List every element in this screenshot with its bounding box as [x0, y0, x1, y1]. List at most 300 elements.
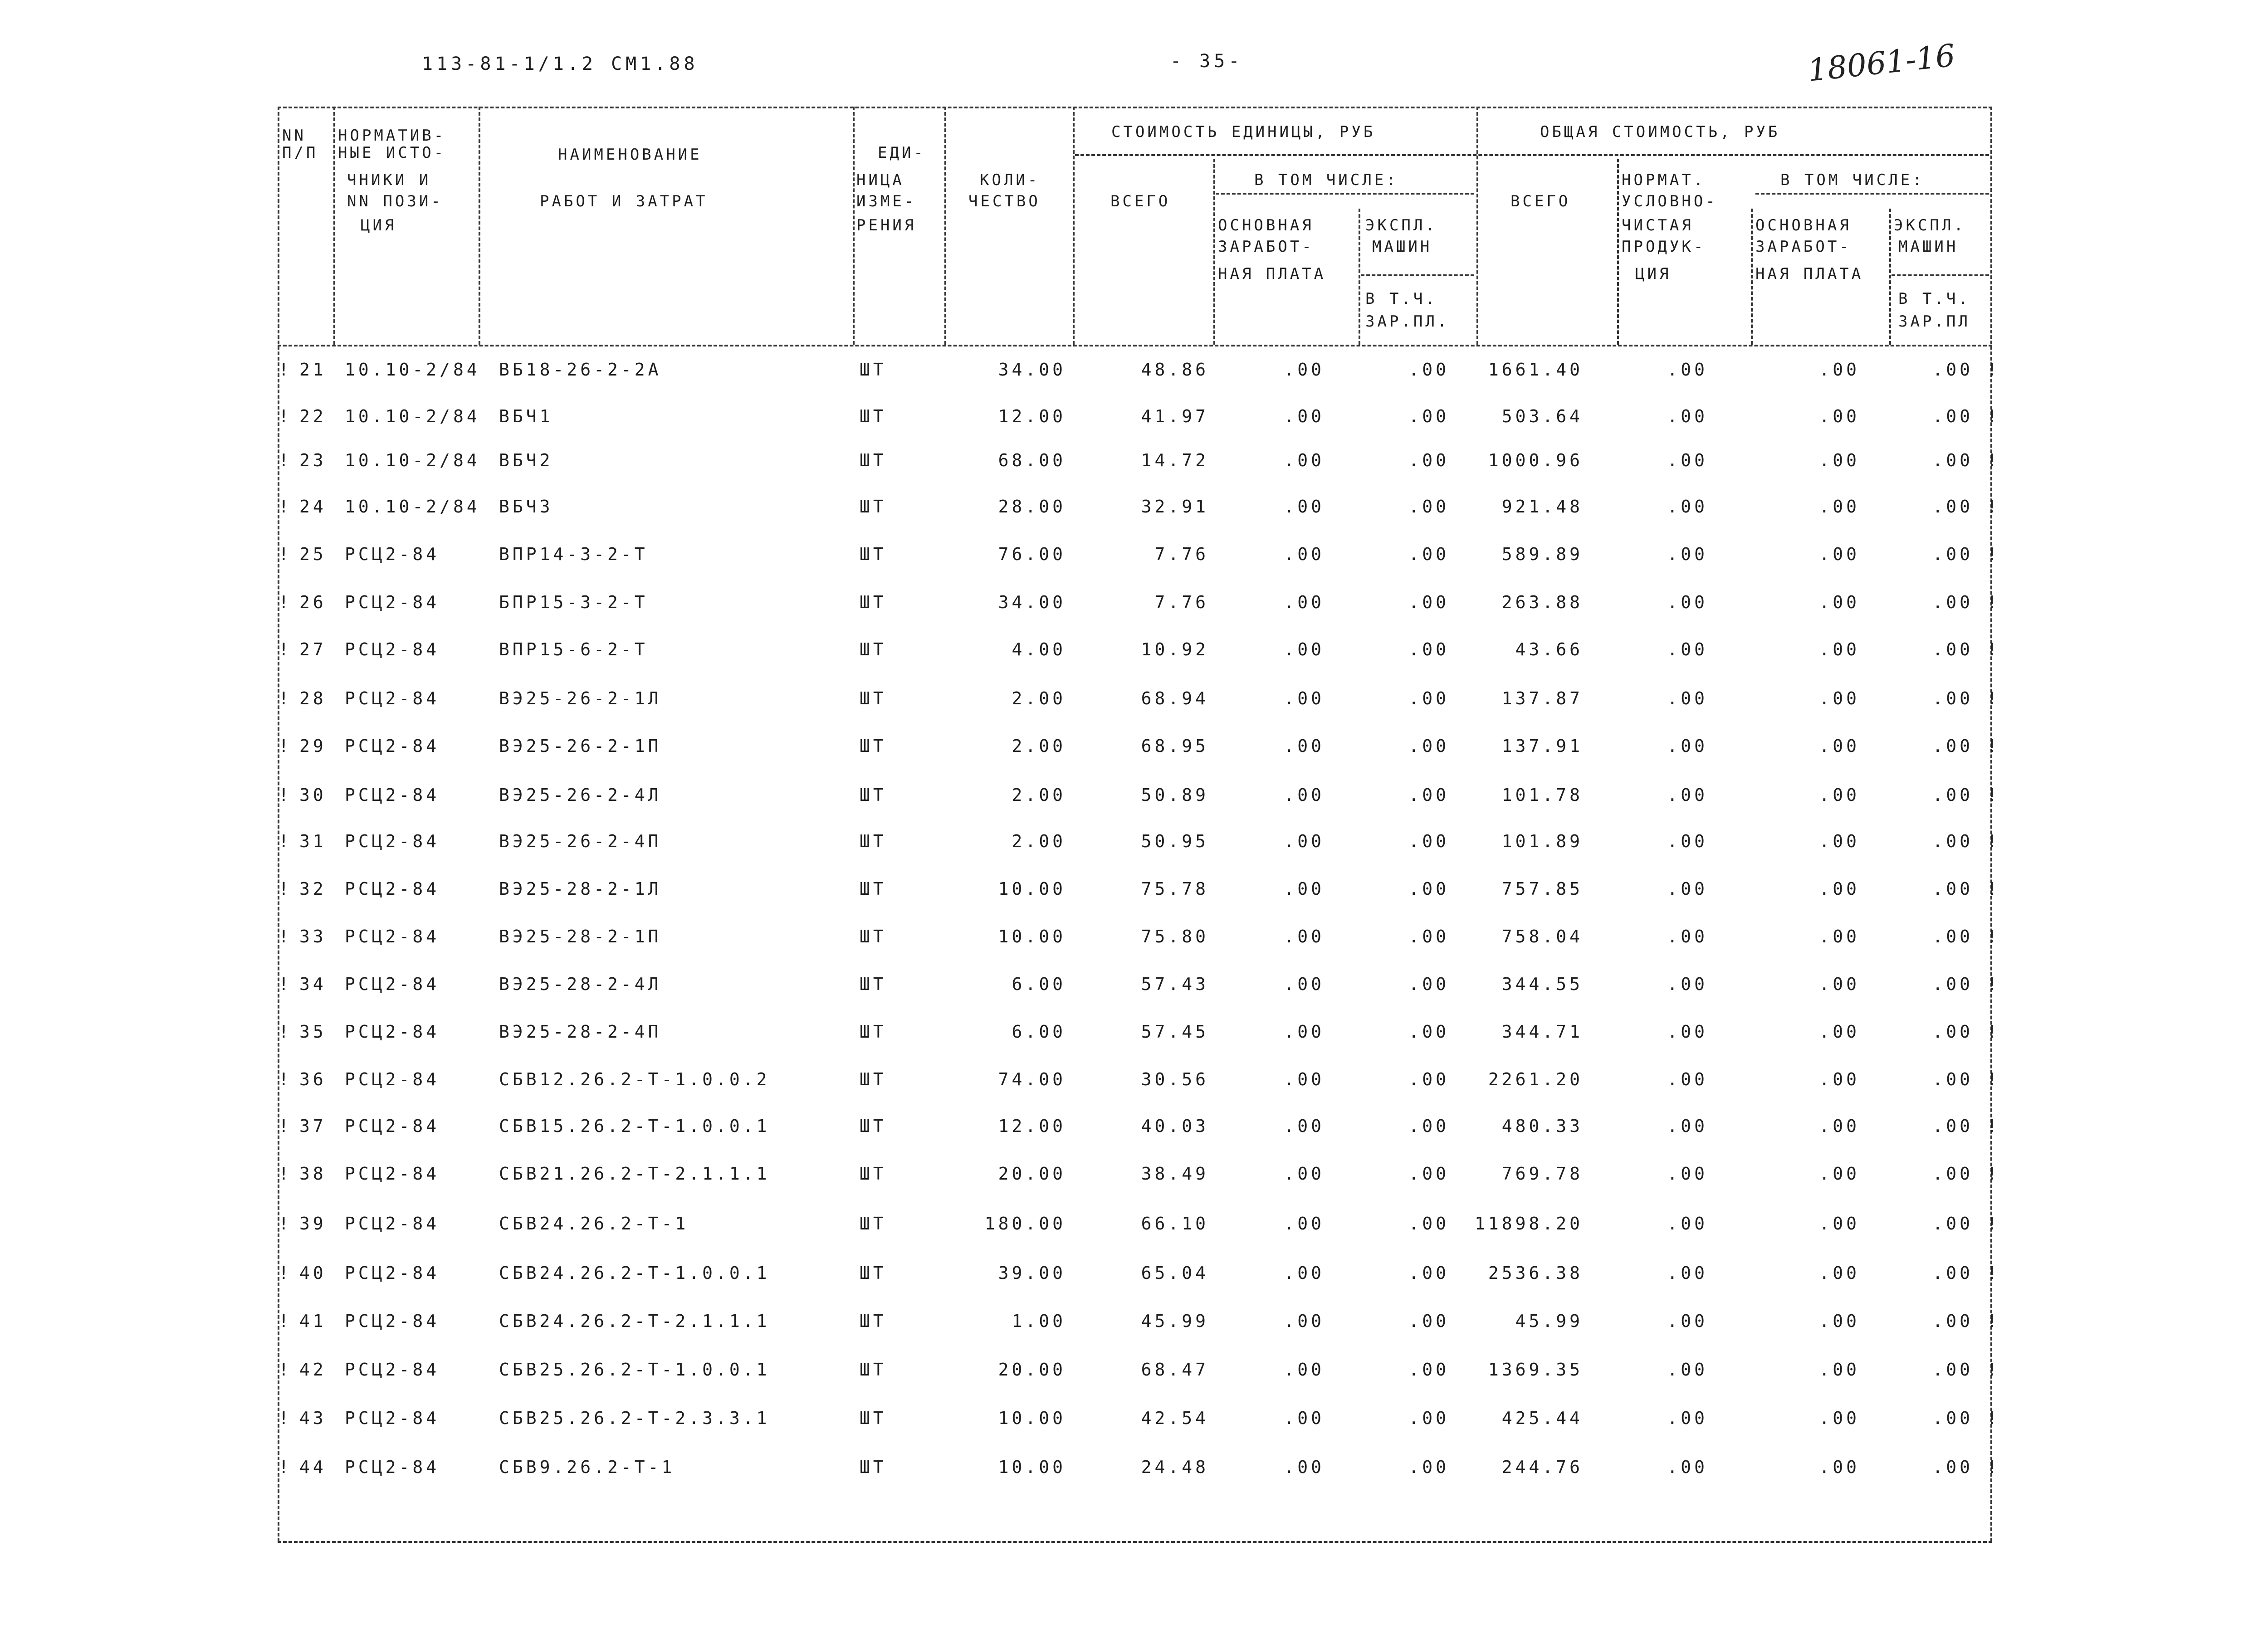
row-border-mark: ! [1987, 450, 1997, 470]
cell-nn: 21 [299, 360, 327, 380]
row-border-mark: ! [1987, 1116, 1997, 1136]
page-number: - 35- [1170, 51, 1243, 72]
total-cost-group-title: ОБЩАЯ СТОИМОСТЬ, РУБ [1540, 123, 1780, 141]
table-row [0, 543, 2268, 570]
cell-nn: 34 [299, 974, 327, 994]
cell-unit: ШТ [860, 688, 887, 708]
table-row [0, 449, 2268, 476]
cell-normative: .00 [1667, 639, 1708, 659]
row-border-mark: ! [279, 927, 289, 946]
cell-wage: .00 [1819, 785, 1860, 805]
cell-unit-total: 38.49 [1141, 1164, 1209, 1184]
row-border-mark: ! [279, 497, 289, 517]
cell-unit-wage: .00 [1284, 450, 1325, 470]
cell-nn: 24 [299, 497, 327, 517]
table-row [0, 1358, 2268, 1385]
col-nn: NN [282, 127, 306, 145]
cell-code: РСЦ2-84 [345, 879, 440, 899]
cell-total: 769.78 [1501, 1164, 1583, 1184]
col-total-wage: ЗАРАБОТ- [1755, 238, 1852, 256]
table-row [0, 1310, 2268, 1337]
row-border-mark: ! [279, 406, 289, 426]
cell-name: ВЭ25-28-2-1Л [499, 879, 662, 899]
row-border-mark: ! [1987, 1311, 1997, 1331]
cell-qty: 34.00 [998, 592, 1066, 612]
cell-normative: .00 [1667, 879, 1708, 899]
cell-name: ВЭ25-28-2-4Л [499, 974, 662, 994]
table-row [0, 1456, 2268, 1483]
table-row [0, 735, 2268, 762]
cell-nn: 32 [299, 879, 327, 899]
cell-unit-machines: .00 [1408, 639, 1449, 659]
cell-unit-total: 48.86 [1141, 360, 1209, 380]
col-unit-wage: ЗАРАБОТ- [1218, 238, 1314, 256]
cell-machines: .00 [1932, 360, 1973, 380]
cell-nn: 42 [299, 1360, 327, 1380]
cell-qty: 76.00 [998, 544, 1066, 564]
cell-machines: .00 [1932, 831, 1973, 851]
cell-total: 921.48 [1501, 497, 1583, 517]
cell-normative: .00 [1667, 831, 1708, 851]
cell-normative: .00 [1667, 406, 1708, 426]
col-unit-machines: ЭКСПЛ. [1365, 216, 1437, 234]
table-row [0, 1020, 2268, 1048]
cell-wage: .00 [1819, 1311, 1860, 1331]
cell-unit-total: 7.76 [1154, 592, 1209, 612]
col-unit-machines: МАШИН [1372, 238, 1432, 256]
cell-name: СБВ15.26.2-Т-1.0.0.1 [499, 1116, 770, 1136]
row-border-mark: ! [1987, 592, 1997, 612]
row-border-mark: ! [1987, 785, 1997, 805]
cell-unit-machines: .00 [1408, 544, 1449, 564]
cell-code: РСЦ2-84 [345, 736, 440, 756]
cell-code: РСЦ2-84 [345, 1069, 440, 1089]
document-code: 113-81-1/1.2 СМ1.88 [422, 54, 699, 74]
cell-wage: .00 [1819, 736, 1860, 756]
cell-total: 425.44 [1501, 1408, 1583, 1428]
cell-unit-total: 10.92 [1141, 639, 1209, 659]
row-border-mark: ! [279, 1214, 289, 1234]
col-source: ЧНИКИ И [347, 171, 431, 189]
cell-total: 503.64 [1501, 406, 1583, 426]
cell-unit: ШТ [860, 1360, 887, 1380]
table-row [0, 591, 2268, 618]
cell-unit-total: 14.72 [1141, 450, 1209, 470]
row-border-mark: ! [279, 1408, 289, 1428]
cell-wage: .00 [1819, 879, 1860, 899]
cell-name: СБВ24.26.2-Т-1 [499, 1214, 689, 1234]
cell-code: РСЦ2-84 [345, 1022, 440, 1042]
table-row [0, 495, 2268, 522]
cell-wage: .00 [1819, 1116, 1860, 1136]
cell-qty: 68.00 [998, 450, 1066, 470]
row-border-mark: ! [279, 974, 289, 994]
cell-unit-total: 50.89 [1141, 785, 1209, 805]
cell-unit: ШТ [860, 1408, 887, 1428]
cell-qty: 4.00 [1012, 639, 1066, 659]
cell-wage: .00 [1819, 592, 1860, 612]
cell-unit-machines: .00 [1408, 1311, 1449, 1331]
col-unit-wage: ОСНОВНАЯ [1218, 216, 1314, 234]
cell-qty: 1.00 [1012, 1311, 1066, 1331]
cell-qty: 180.00 [984, 1214, 1066, 1234]
cell-code: 10.10-2/84 [345, 360, 480, 380]
cell-unit-total: 75.80 [1141, 927, 1209, 946]
cell-unit-wage: .00 [1284, 688, 1325, 708]
cell-unit-machines: .00 [1408, 360, 1449, 380]
cell-nn: 28 [299, 688, 327, 708]
cell-code: 10.10-2/84 [345, 450, 480, 470]
cell-code: РСЦ2-84 [345, 1164, 440, 1184]
cell-total: 2261.20 [1488, 1069, 1583, 1089]
cell-qty: 20.00 [998, 1360, 1066, 1380]
row-border-mark: ! [279, 1069, 289, 1089]
cell-unit-total: 45.99 [1141, 1311, 1209, 1331]
table-row [0, 1115, 2268, 1142]
col-normative: ПРОДУК- [1622, 238, 1706, 256]
col-total-incl-wage: ЗАР.ПЛ [1898, 312, 1970, 331]
cell-unit: ШТ [860, 974, 887, 994]
cell-unit-total: 50.95 [1141, 831, 1209, 851]
cell-nn: 30 [299, 785, 327, 805]
cell-total: 137.91 [1501, 736, 1583, 756]
cell-normative: .00 [1667, 688, 1708, 708]
row-border-mark: ! [1987, 1164, 1997, 1184]
cell-unit-wage: .00 [1284, 360, 1325, 380]
cell-name: ВЭ25-26-2-1П [499, 736, 662, 756]
row-border-mark: ! [279, 831, 289, 851]
cell-qty: 2.00 [1012, 736, 1066, 756]
cell-qty: 28.00 [998, 497, 1066, 517]
cell-unit-total: 57.43 [1141, 974, 1209, 994]
cell-total: 480.33 [1501, 1116, 1583, 1136]
cell-unit-wage: .00 [1284, 639, 1325, 659]
cell-unit: ШТ [860, 639, 887, 659]
cell-code: РСЦ2-84 [345, 639, 440, 659]
cell-unit: ШТ [860, 497, 887, 517]
cell-code: РСЦ2-84 [345, 974, 440, 994]
cell-total: 2536.38 [1488, 1263, 1583, 1283]
cell-unit-wage: .00 [1284, 544, 1325, 564]
cell-wage: .00 [1819, 639, 1860, 659]
cell-code: РСЦ2-84 [345, 544, 440, 564]
col-unit: НИЦА [856, 171, 904, 189]
cell-code: РСЦ2-84 [345, 1408, 440, 1428]
row-border-mark: ! [1987, 1457, 1997, 1477]
col-total: ВСЕГО [1510, 192, 1571, 210]
cell-total: 1661.40 [1488, 360, 1583, 380]
cell-name: БПР15-3-2-Т [499, 592, 648, 612]
cell-machines: .00 [1932, 1116, 1973, 1136]
cell-normative: .00 [1667, 592, 1708, 612]
cell-unit-wage: .00 [1284, 831, 1325, 851]
col-qty: КОЛИ- [980, 171, 1040, 189]
row-border-mark: ! [279, 1263, 289, 1283]
cell-code: РСЦ2-84 [345, 592, 440, 612]
cell-normative: .00 [1667, 974, 1708, 994]
table-row [0, 784, 2268, 811]
cell-code: РСЦ2-84 [345, 1457, 440, 1477]
cell-unit-total: 7.76 [1154, 544, 1209, 564]
col-source: НОРМАТИВ- [338, 127, 446, 145]
cell-name: СБВ25.26.2-Т-1.0.0.1 [499, 1360, 770, 1380]
row-border-mark: ! [279, 1116, 289, 1136]
cell-nn: 22 [299, 406, 327, 426]
cell-unit-wage: .00 [1284, 927, 1325, 946]
cell-wage: .00 [1819, 1022, 1860, 1042]
cell-name: ВПР15-6-2-Т [499, 639, 648, 659]
cell-unit-wage: .00 [1284, 1214, 1325, 1234]
col-normative: НОРМАТ. [1622, 171, 1706, 189]
cell-unit-total: 30.56 [1141, 1069, 1209, 1089]
cell-unit-machines: .00 [1408, 831, 1449, 851]
cell-total: 45.99 [1515, 1311, 1583, 1331]
cell-wage: .00 [1819, 544, 1860, 564]
cell-unit: ШТ [860, 927, 887, 946]
cell-nn: 37 [299, 1116, 327, 1136]
cell-qty: 20.00 [998, 1164, 1066, 1184]
cell-normative: .00 [1667, 1263, 1708, 1283]
table-row [0, 878, 2268, 905]
handwritten-reference: 18061-16 [1806, 38, 1957, 89]
cell-qty: 10.00 [998, 879, 1066, 899]
col-qty: ЧЕСТВО [968, 192, 1041, 210]
cell-unit-machines: .00 [1408, 497, 1449, 517]
cell-unit-wage: .00 [1284, 785, 1325, 805]
col-source: ЦИЯ [361, 216, 397, 234]
cell-total: 758.04 [1501, 927, 1583, 946]
col-unit: ИЗМЕ- [856, 192, 917, 210]
cell-nn: 35 [299, 1022, 327, 1042]
cell-unit-machines: .00 [1408, 1022, 1449, 1042]
row-border-mark: ! [279, 544, 289, 564]
table-row [0, 925, 2268, 952]
row-border-mark: ! [1987, 831, 1997, 851]
cell-code: 10.10-2/84 [345, 497, 480, 517]
cell-unit-machines: .00 [1408, 785, 1449, 805]
row-border-mark: ! [279, 592, 289, 612]
col-source: НЫЕ ИСТО- [338, 144, 446, 162]
cell-name: СБВ21.26.2-Т-2.1.1.1 [499, 1164, 770, 1184]
cell-unit-total: 75.78 [1141, 879, 1209, 899]
cell-code: РСЦ2-84 [345, 1263, 440, 1283]
cell-wage: .00 [1819, 1069, 1860, 1089]
row-border-mark: ! [279, 1311, 289, 1331]
col-total-incl: В ТОМ ЧИСЛЕ: [1780, 171, 1925, 189]
cell-unit: ШТ [860, 736, 887, 756]
cell-unit-machines: .00 [1408, 688, 1449, 708]
cell-normative: .00 [1667, 1116, 1708, 1136]
cell-unit: ШТ [860, 1457, 887, 1477]
cell-qty: 2.00 [1012, 831, 1066, 851]
cell-machines: .00 [1932, 1408, 1973, 1428]
cell-unit: ШТ [860, 1214, 887, 1234]
cell-normative: .00 [1667, 1457, 1708, 1477]
row-border-mark: ! [1987, 360, 1997, 380]
cell-wage: .00 [1819, 450, 1860, 470]
cell-qty: 10.00 [998, 1457, 1066, 1477]
row-border-mark: ! [1987, 639, 1997, 659]
row-border-mark: ! [279, 1457, 289, 1477]
cell-unit-wage: .00 [1284, 592, 1325, 612]
table-row [0, 405, 2268, 432]
cell-wage: .00 [1819, 688, 1860, 708]
cell-normative: .00 [1667, 1022, 1708, 1042]
table-row [0, 638, 2268, 665]
cell-normative: .00 [1667, 1214, 1708, 1234]
cell-name: СБВ24.26.2-Т-1.0.0.1 [499, 1263, 770, 1283]
col-unit-incl-wage: ЗАР.ПЛ. [1365, 312, 1450, 331]
cell-wage: .00 [1819, 1457, 1860, 1477]
cell-unit-wage: .00 [1284, 1116, 1325, 1136]
cell-unit: ШТ [860, 406, 887, 426]
cell-total: 263.88 [1501, 592, 1583, 612]
table-row [0, 1162, 2268, 1190]
col-total-machines: ЭКСПЛ. [1894, 216, 1966, 234]
cell-total: 344.55 [1501, 974, 1583, 994]
col-unit: ЕДИ- [878, 144, 926, 162]
row-border-mark: ! [1987, 544, 1997, 564]
cell-code: РСЦ2-84 [345, 927, 440, 946]
cell-machines: .00 [1932, 1360, 1973, 1380]
cell-qty: 74.00 [998, 1069, 1066, 1089]
cell-unit-machines: .00 [1408, 406, 1449, 426]
cell-wage: .00 [1819, 1214, 1860, 1234]
cell-unit-machines: .00 [1408, 1164, 1449, 1184]
cell-unit: ШТ [860, 1311, 887, 1331]
col-unit-incl: В ТОМ ЧИСЛЕ: [1254, 171, 1398, 189]
cell-total: 757.85 [1501, 879, 1583, 899]
row-border-mark: ! [279, 785, 289, 805]
col-name: РАБОТ И ЗАТРАТ [540, 192, 708, 210]
cell-unit-wage: .00 [1284, 1022, 1325, 1042]
cell-unit: ШТ [860, 592, 887, 612]
cell-name: ВЭ25-26-2-4П [499, 831, 662, 851]
cell-qty: 2.00 [1012, 688, 1066, 708]
cell-qty: 2.00 [1012, 785, 1066, 805]
cell-wage: .00 [1819, 1164, 1860, 1184]
cell-unit-wage: .00 [1284, 1069, 1325, 1089]
cell-total: 1369.35 [1488, 1360, 1583, 1380]
cell-unit-machines: .00 [1408, 1408, 1449, 1428]
cell-unit: ШТ [860, 1263, 887, 1283]
cell-machines: .00 [1932, 497, 1973, 517]
cell-name: СБВ25.26.2-Т-2.3.3.1 [499, 1408, 770, 1428]
cell-nn: 44 [299, 1457, 327, 1477]
cell-nn: 31 [299, 831, 327, 851]
cell-machines: .00 [1932, 406, 1973, 426]
cell-normative: .00 [1667, 927, 1708, 946]
cell-normative: .00 [1667, 785, 1708, 805]
cell-nn: 26 [299, 592, 327, 612]
cell-machines: .00 [1932, 1214, 1973, 1234]
cell-total: 101.78 [1501, 785, 1583, 805]
cell-machines: .00 [1932, 879, 1973, 899]
cell-name: ВБ18-26-2-2А [499, 360, 662, 380]
cell-total: 344.71 [1501, 1022, 1583, 1042]
cell-qty: 10.00 [998, 927, 1066, 946]
row-border-mark: ! [279, 879, 289, 899]
cell-unit: ШТ [860, 831, 887, 851]
cell-nn: 25 [299, 544, 327, 564]
cell-machines: .00 [1932, 450, 1973, 470]
row-border-mark: ! [1987, 688, 1997, 708]
cell-name: ВБЧ2 [499, 450, 553, 470]
cell-machines: .00 [1932, 544, 1973, 564]
col-normative: ЧИСТАЯ [1622, 216, 1694, 234]
table-row [0, 1407, 2268, 1434]
cell-normative: .00 [1667, 736, 1708, 756]
cell-wage: .00 [1819, 1408, 1860, 1428]
cell-normative: .00 [1667, 1408, 1708, 1428]
cell-unit: ШТ [860, 544, 887, 564]
cell-qty: 12.00 [998, 1116, 1066, 1136]
cell-wage: .00 [1819, 1360, 1860, 1380]
cell-unit-wage: .00 [1284, 879, 1325, 899]
cell-code: РСЦ2-84 [345, 1360, 440, 1380]
cell-unit-total: 42.54 [1141, 1408, 1209, 1428]
cell-normative: .00 [1667, 450, 1708, 470]
cell-unit-total: 32.91 [1141, 497, 1209, 517]
cell-nn: 33 [299, 927, 327, 946]
cell-unit-wage: .00 [1284, 736, 1325, 756]
table-row [0, 830, 2268, 857]
col-total-wage: НАЯ ПЛАТА [1755, 265, 1864, 283]
table-row [0, 1068, 2268, 1095]
row-border-mark: ! [1987, 1408, 1997, 1428]
col-nn: П/П [282, 144, 318, 162]
cell-unit-wage: .00 [1284, 406, 1325, 426]
cell-wage: .00 [1819, 927, 1860, 946]
unit-cost-group-title: СТОИМОСТЬ ЕДИНИЦЫ, РУБ [1111, 123, 1376, 141]
cell-total: 244.76 [1501, 1457, 1583, 1477]
cell-name: ВБЧ1 [499, 406, 553, 426]
cell-normative: .00 [1667, 360, 1708, 380]
cell-unit-wage: .00 [1284, 1164, 1325, 1184]
cell-unit-machines: .00 [1408, 879, 1449, 899]
cell-unit-wage: .00 [1284, 974, 1325, 994]
cell-unit: ШТ [860, 785, 887, 805]
cell-qty: 34.00 [998, 360, 1066, 380]
col-total-wage: ОСНОВНАЯ [1755, 216, 1852, 234]
row-border-mark: ! [279, 450, 289, 470]
col-total-incl-wage: В Т.Ч. [1898, 290, 1970, 308]
cell-normative: .00 [1667, 544, 1708, 564]
cell-machines: .00 [1932, 1164, 1973, 1184]
row-border-mark: ! [279, 360, 289, 380]
cell-unit-machines: .00 [1408, 1069, 1449, 1089]
row-border-mark: ! [1987, 879, 1997, 899]
cell-unit-total: 41.97 [1141, 406, 1209, 426]
cell-machines: .00 [1932, 785, 1973, 805]
table-row [0, 1262, 2268, 1289]
cell-name: ВЭ25-28-2-4П [499, 1022, 662, 1042]
table-row [0, 687, 2268, 714]
cell-wage: .00 [1819, 1263, 1860, 1283]
cell-total: 11898.20 [1474, 1214, 1583, 1234]
table-row [0, 358, 2268, 385]
cell-name: СБВ24.26.2-Т-2.1.1.1 [499, 1311, 770, 1331]
cell-unit: ШТ [860, 360, 887, 380]
cell-unit-wage: .00 [1284, 1457, 1325, 1477]
row-border-mark: ! [1987, 1022, 1997, 1042]
cell-code: РСЦ2-84 [345, 1116, 440, 1136]
cell-unit-wage: .00 [1284, 1408, 1325, 1428]
cell-name: ВЭ25-26-2-1Л [499, 688, 662, 708]
row-border-mark: ! [1987, 974, 1997, 994]
cell-unit-total: 40.03 [1141, 1116, 1209, 1136]
col-normative: ЦИЯ [1635, 265, 1672, 283]
